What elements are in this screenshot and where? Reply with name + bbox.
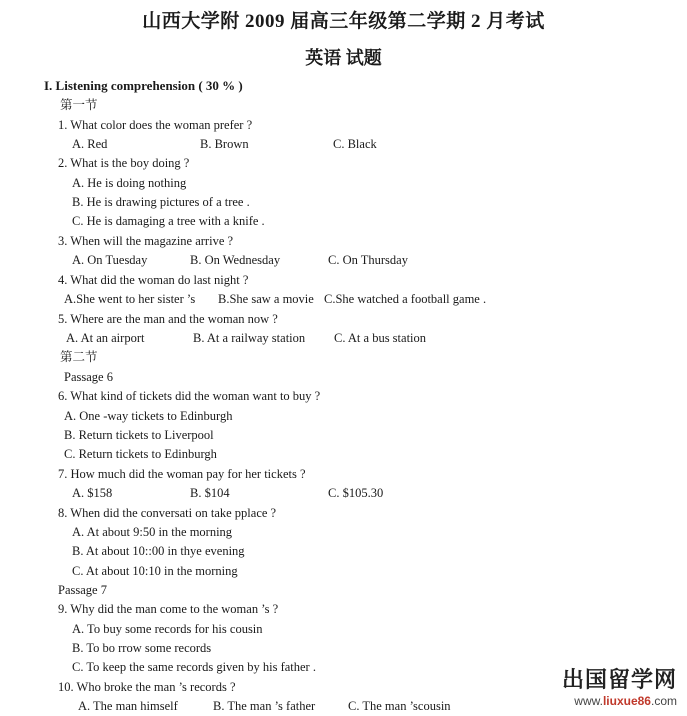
question-1: 1. What color does the woman prefer ? — [58, 118, 253, 132]
q6-option-b: B. Return tickets to Liverpool — [64, 428, 214, 442]
question-10: 10. Who broke the man ’s records ? — [58, 680, 236, 694]
q1-option-c: C. Black — [333, 137, 377, 151]
q3-option-b: B. On Wednesday — [190, 253, 281, 267]
question-2: 2. What is the boy doing ? — [58, 156, 190, 170]
q9-option-c: C. To keep the same records given by his father . — [72, 660, 316, 674]
q6-option-c: C. Return tickets to Edinburgh — [64, 447, 217, 461]
question-4: 4. What did the woman do last night ? — [58, 273, 249, 287]
q8-option-b: B. At about 10::00 in thye evening — [72, 544, 245, 558]
part-2-label: 第二节 — [60, 350, 98, 364]
q2-option-b: B. He is drawing pictures of a tree . — [72, 195, 250, 209]
q10-option-c: C. The man ’scousin — [348, 699, 451, 713]
q10-option-a: A. The man himself — [78, 699, 178, 713]
q1-option-a: A. Red — [72, 137, 108, 151]
exam-subtitle: 英语 试题 — [305, 48, 382, 68]
q5-option-b: B. At a railway station — [193, 331, 306, 345]
q3-option-c: C. On Thursday — [328, 253, 408, 267]
q7-option-c: C. $105.30 — [328, 486, 384, 500]
q9-option-b: B. To bo rrow some records — [72, 641, 212, 655]
q5-option-c: C. At a bus station — [334, 331, 427, 345]
q5-option-a: A. At an airport — [66, 331, 145, 345]
watermark-url: www.liuxue86.com — [574, 694, 677, 708]
q6-option-a: A. One -way tickets to Edinburgh — [64, 409, 233, 423]
q2-option-c: C. He is damaging a tree with a knife . — [72, 214, 265, 228]
q1-option-b: B. Brown — [200, 137, 249, 151]
passage-6-label: Passage 6 — [64, 370, 113, 384]
q7-option-a: A. $158 — [72, 486, 113, 500]
q8-option-a: A. At about 9:50 in the morning — [72, 525, 233, 539]
q3-option-a: A. On Tuesday — [72, 253, 148, 267]
watermark-site-name: 出国留学网 — [561, 668, 677, 693]
question-3: 3. When will the magazine arrive ? — [58, 234, 234, 248]
q4-option-a: A.She went to her sister ’s — [64, 292, 196, 306]
question-7: 7. How much did the woman pay for her tickets ? — [58, 467, 306, 481]
q8-option-c: C. At about 10:10 in the morning — [72, 564, 238, 578]
q4-option-b: B.She saw a movie — [218, 292, 314, 306]
q4-option-c: C.She watched a football game . — [324, 292, 487, 306]
q2-option-a: A. He is doing nothing — [72, 176, 187, 190]
question-6: 6. What kind of tickets did the woman want to buy ? — [58, 389, 321, 403]
part-1-label: 第一节 — [60, 98, 98, 112]
q10-option-b: B. The man ’s father — [213, 699, 316, 713]
watermark — [562, 663, 677, 708]
q9-option-a: A. To buy some records for his cousin — [72, 622, 263, 636]
question-9: 9. Why did the man come to the woman ’s ? — [58, 602, 279, 616]
question-5: 5. Where are the man and the woman now ? — [58, 312, 278, 326]
exam-title: 山西大学附 2009 届高三年级第二学期 2 月考试 — [142, 11, 545, 32]
passage-7-label: Passage 7 — [58, 583, 107, 597]
q7-option-b: B. $104 — [190, 486, 230, 500]
question-8: 8. When did the conversati on take pplace ? — [58, 506, 277, 520]
section-heading: I. Listening comprehension ( 30 % ) — [44, 78, 243, 93]
